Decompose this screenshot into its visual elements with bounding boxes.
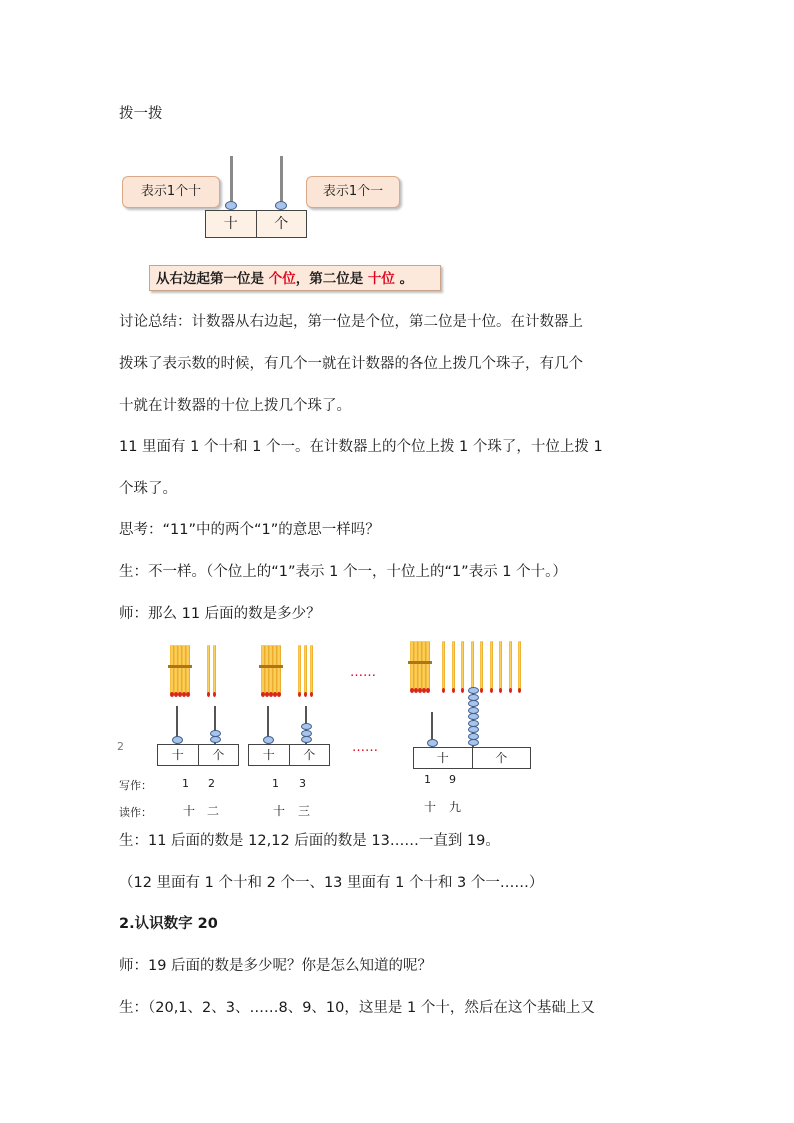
single-stick-tip bbox=[509, 688, 512, 693]
summary-middle: ，第二位是 bbox=[295, 271, 368, 287]
place-value-box bbox=[413, 747, 531, 769]
place-value-box bbox=[248, 744, 330, 766]
bundle-stick bbox=[277, 645, 281, 695]
paragraph-12: 生：（20,1、2、3、……8、9、10，这里是 1 个十，然后在这个基础上又 bbox=[119, 1000, 595, 1016]
paragraph-2: 拨珠了表示数的时候，有几个一就在计数器的各位上拨几个珠子，有几个 bbox=[119, 356, 583, 372]
bundle-band bbox=[168, 665, 192, 668]
written-ones-digit: 2 bbox=[208, 777, 215, 790]
sticks-ellipsis: …… bbox=[350, 665, 376, 680]
summary-box bbox=[149, 265, 441, 291]
single-stick bbox=[442, 641, 445, 691]
single-stick bbox=[499, 641, 502, 691]
ones-bead bbox=[468, 733, 479, 740]
ones-bead bbox=[468, 720, 479, 727]
read-label: 读作： bbox=[119, 806, 152, 819]
section-heading-20: 2.认识数字 20 bbox=[119, 916, 218, 932]
tens-bead bbox=[263, 736, 274, 744]
ones-bead bbox=[468, 687, 479, 694]
single-stick-tip bbox=[499, 688, 502, 693]
ones-place-label: 个 bbox=[472, 748, 531, 768]
single-stick bbox=[304, 645, 307, 695]
reading-ones: 三 bbox=[298, 804, 311, 818]
ones-bead bbox=[301, 723, 312, 730]
single-stick bbox=[518, 641, 521, 691]
ones-bead bbox=[275, 201, 287, 210]
tens-callout: 表示1个十 bbox=[122, 176, 220, 208]
paragraph-7: 生：不一样。（个位上的“1”表示 1 个一，十位上的“1”表示 1 个十。） bbox=[119, 564, 567, 580]
reading-ones: 二 bbox=[207, 804, 220, 818]
counters-ellipsis: …… bbox=[352, 740, 378, 755]
single-stick-tip bbox=[207, 692, 210, 697]
single-stick bbox=[298, 645, 301, 695]
single-stick bbox=[310, 645, 313, 695]
ones-bead bbox=[210, 730, 221, 737]
bundle-stick-tip bbox=[426, 688, 430, 693]
ones-bead bbox=[301, 730, 312, 737]
ones-bead bbox=[301, 736, 312, 743]
paragraph-4: 11 里面有 1 个十和 1 个一。在计数器上的个位上拨 1 个珠了，十位上拨 1 bbox=[119, 439, 603, 455]
reading-tens: 十 bbox=[273, 804, 286, 818]
single-stick bbox=[207, 645, 210, 695]
reading-tens: 十 bbox=[424, 800, 437, 814]
ones-bead bbox=[468, 700, 479, 707]
single-stick-tip bbox=[213, 692, 216, 697]
bundle-band bbox=[408, 661, 432, 664]
single-stick-tip bbox=[310, 692, 313, 697]
paragraph-8: 师：那么 11 后面的数是多少？ bbox=[119, 606, 321, 622]
tens-bead bbox=[225, 201, 237, 210]
paragraph-1: 讨论总结：计数器从右边起，第一位是个位，第二位是十位。在计数器上 bbox=[119, 314, 583, 330]
ones-bead bbox=[468, 694, 479, 701]
single-stick-tip bbox=[442, 688, 445, 693]
ones-bead bbox=[468, 713, 479, 720]
bundle-stick bbox=[426, 641, 430, 691]
tens-place-label: 十 bbox=[436, 751, 449, 765]
paragraph-5: 个珠了。 bbox=[119, 481, 177, 497]
ones-bead bbox=[468, 726, 479, 733]
single-stick-tip bbox=[298, 692, 301, 697]
ones-place-label: 个 bbox=[289, 745, 330, 765]
paragraph-6: 思考：“11”中的两个“1”的意思一样吗？ bbox=[119, 522, 380, 538]
place-value-box bbox=[205, 210, 307, 238]
bundle-stick bbox=[186, 645, 190, 695]
paragraph-3: 十就在计数器的十位上拨几个珠了。 bbox=[119, 398, 351, 414]
written-ones-digit: 9 bbox=[449, 773, 456, 786]
ones-place-label: 个 bbox=[198, 745, 239, 765]
write-label: 写作： bbox=[119, 779, 152, 792]
single-stick-tip bbox=[304, 692, 307, 697]
summary-first-place: 个位 bbox=[268, 271, 296, 287]
tens-place-label: 十 bbox=[223, 216, 238, 232]
single-stick bbox=[461, 641, 464, 691]
single-stick bbox=[490, 641, 493, 691]
paragraph-10: （12 里面有 1 个十和 2 个一、13 里面有 1 个十和 3 个一……） bbox=[119, 875, 544, 891]
single-stick-tip bbox=[461, 688, 464, 693]
single-stick bbox=[509, 641, 512, 691]
summary-prefix: 从右边起第一位是 bbox=[156, 271, 269, 287]
single-stick bbox=[213, 645, 216, 695]
tens-bead bbox=[172, 736, 183, 744]
summary-second-place: 十位 bbox=[367, 271, 395, 287]
single-stick-tip bbox=[518, 688, 521, 693]
single-stick-tip bbox=[490, 688, 493, 693]
paragraph-9: 生：11 后面的数是 12,12 后面的数是 13……一直到 19。 bbox=[119, 833, 500, 849]
written-tens-digit: 1 bbox=[424, 773, 431, 786]
paragraph-11: 师：19 后面的数是多少呢？你是怎么知道的呢？ bbox=[119, 958, 433, 974]
ones-place-label: 个 bbox=[256, 211, 307, 237]
summary-suffix: 。 bbox=[394, 271, 414, 287]
bundle-band bbox=[259, 665, 283, 668]
single-stick-tip bbox=[452, 688, 455, 693]
ones-bead bbox=[210, 736, 221, 743]
side-mark: 2 bbox=[117, 740, 124, 753]
single-stick bbox=[471, 641, 474, 691]
tens-place-label: 十 bbox=[262, 748, 275, 762]
tens-place-label: 十 bbox=[171, 748, 184, 762]
ones-callout: 表示1个一 bbox=[306, 176, 400, 208]
bundle-stick-tip bbox=[186, 692, 190, 697]
place-value-box bbox=[157, 744, 239, 766]
bundle-stick-tip bbox=[277, 692, 281, 697]
reading-ones: 九 bbox=[449, 800, 462, 814]
tens-bead bbox=[427, 739, 438, 747]
reading-tens: 十 bbox=[183, 804, 196, 818]
written-tens-digit: 1 bbox=[272, 777, 279, 790]
written-tens-digit: 1 bbox=[182, 777, 189, 790]
single-stick-tip bbox=[480, 688, 483, 693]
single-stick bbox=[480, 641, 483, 691]
single-stick bbox=[452, 641, 455, 691]
heading-bobo: 拨一拨 bbox=[119, 106, 163, 122]
ones-bead bbox=[468, 739, 479, 746]
ones-bead bbox=[468, 707, 479, 714]
written-ones-digit: 3 bbox=[299, 777, 306, 790]
